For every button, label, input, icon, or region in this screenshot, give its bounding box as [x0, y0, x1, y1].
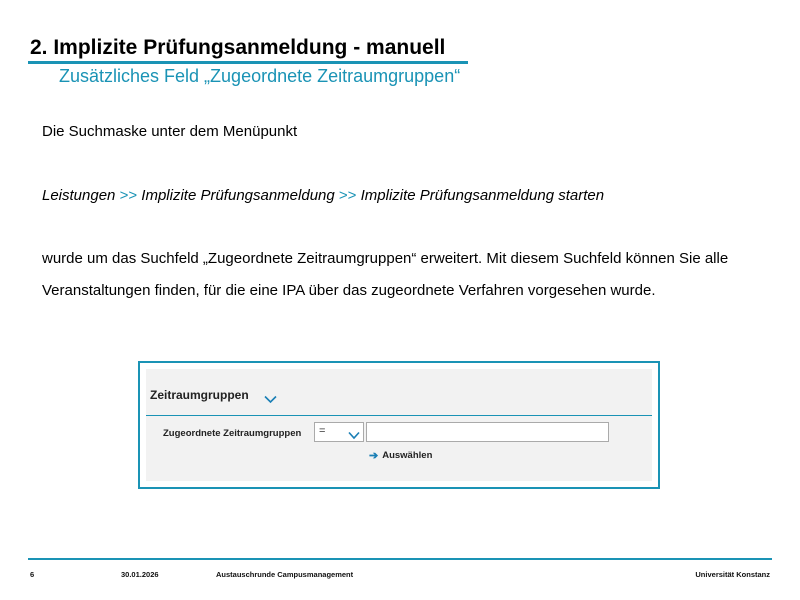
operator-value: = [319, 425, 326, 437]
menu-path-separator: >> [338, 187, 357, 204]
chevron-down-icon[interactable] [264, 391, 277, 409]
title-underline [28, 61, 468, 64]
menu-path-separator: >> [119, 187, 138, 204]
select-button[interactable] [369, 449, 432, 462]
section-divider [146, 415, 652, 416]
footer-course: Austauschrunde Campusmanagement [216, 570, 354, 579]
footer-date: 30.01.2026 [121, 570, 159, 579]
intro-paragraph: Die Suchmaske unter dem Menüpunkt [42, 123, 298, 140]
menu-path-item: Implizite Prüfungsanmeldung starten [360, 187, 605, 204]
footer-divider [28, 558, 772, 560]
section-title: Zeitraumgruppen [150, 388, 249, 402]
menu-path [42, 180, 604, 212]
description-paragraph: wurde um das Suchfeld „Zugeordnete Zeitraumgruppen“ erweitert. Mit diesem Suchfeld können Sie alle Veranstaltungen finden, für die eine IPA über das zugeordnete Verfahren vorgesehen wurde. [42, 250, 729, 299]
menu-path-item: Implizite Prüfungsanmeldung [141, 187, 335, 204]
value-input[interactable] [366, 422, 609, 442]
select-button-label: Auswählen [382, 450, 433, 461]
arrow-right-icon: ➔ [369, 450, 379, 462]
embedded-screenshot [138, 361, 660, 489]
search-panel [146, 369, 652, 481]
footer-page-number: 6 [30, 570, 35, 579]
chevron-down-icon [348, 427, 360, 445]
menu-path-item: Leistungen [42, 187, 116, 204]
slide-subtitle: Zusätzliches Feld „Zugeordnete Zeitraumgruppen“ [59, 66, 461, 86]
operator-select[interactable] [314, 422, 364, 442]
slide-title: 2. Implizite Prüfungsanmeldung - manuell [30, 36, 446, 59]
field-label: Zugeordnete Zeitraumgruppen [163, 428, 302, 439]
footer-university: Universität Konstanz [695, 570, 770, 579]
